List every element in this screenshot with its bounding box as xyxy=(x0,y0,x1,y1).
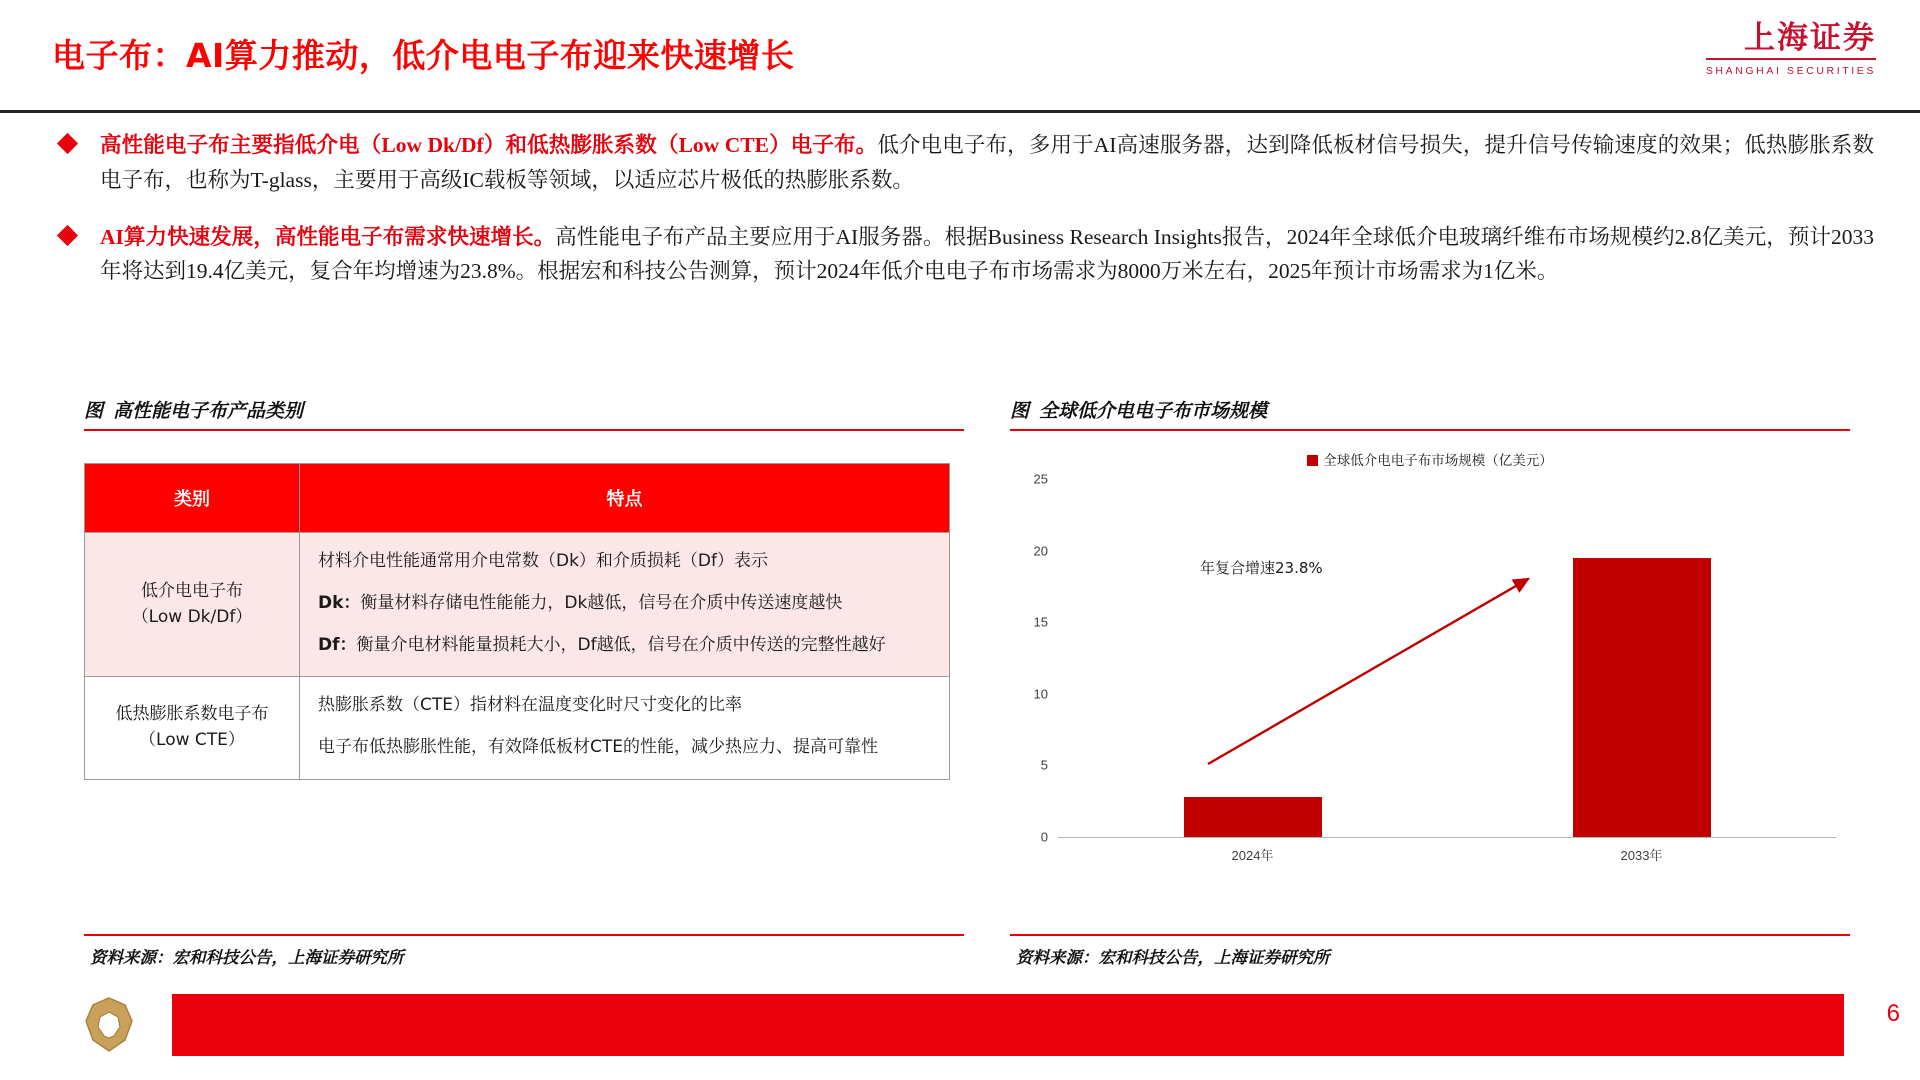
chart-bar xyxy=(1184,797,1322,837)
feature-label: Dk： xyxy=(318,592,361,613)
y-axis-tick: 15 xyxy=(1033,614,1048,630)
right-source-text: 资料来源：宏和科技公告，上海证券研究所 xyxy=(1016,948,1330,967)
feature-text: 衡量介电材料能量损耗大小，Df越低，信号在介质中传送的完整性越好 xyxy=(356,634,886,655)
y-axis-tick: 10 xyxy=(1033,686,1048,702)
feature-text: 材料介电性能通常用介电常数（Dk）和介质损耗（Df）表示 xyxy=(318,551,769,571)
brand-name-en: SHANGHAI SECURITIES xyxy=(1705,64,1876,77)
bullet-text xyxy=(100,220,1874,290)
x-axis-tick: 2024年 xyxy=(1231,848,1274,863)
bullet-item xyxy=(54,220,1874,290)
exhibit-tag: 图 xyxy=(1010,401,1030,422)
bullet-list xyxy=(54,128,1874,311)
cagr-arrow-icon xyxy=(1058,479,1836,837)
table-cell-category xyxy=(85,533,300,677)
exhibit-underline xyxy=(84,429,964,431)
y-axis-tick: 5 xyxy=(1040,757,1048,773)
category-line-2: （Low Dk/Df） xyxy=(131,606,253,627)
feature-line xyxy=(318,693,931,719)
table-header-row xyxy=(85,464,950,533)
company-emblem-icon xyxy=(78,996,140,1054)
category-line-2: （Low CTE） xyxy=(139,730,245,751)
left-exhibit-panel xyxy=(84,396,964,780)
brand-name-cn: 上海证券 xyxy=(1744,20,1876,56)
brand-divider xyxy=(1706,58,1876,60)
table-header-category: 类别 xyxy=(85,464,300,533)
cagr-annotation: 年复合增速23.8% xyxy=(1200,559,1323,577)
exhibit-underline xyxy=(1010,429,1850,431)
feature-text: 衡量材料存储电性能能力，Dk越低，信号在介质中传送速度越快 xyxy=(360,592,843,613)
market-size-bar-chart xyxy=(1010,449,1850,869)
table-cell-features xyxy=(300,677,950,780)
left-source-text: 资料来源：宏和科技公告，上海证券研究所 xyxy=(90,948,404,967)
plot-area xyxy=(1058,479,1836,863)
exhibit-title: 全球低介电电子布市场规模 xyxy=(1039,401,1268,422)
feature-label: Df： xyxy=(318,634,357,655)
page-number: 6 xyxy=(1886,1000,1900,1027)
y-axis-tick: 20 xyxy=(1033,543,1048,559)
right-source-divider xyxy=(1010,934,1850,936)
feature-text: 电子布低热膨胀性能，有效降低板材CTE的性能，减少热应力、提高可靠性 xyxy=(318,737,878,758)
bullet-body: 高性能电子布产品主要应用于AI服务器。根据Business Research Insights报告，2024年全球低介电玻璃纤维布市场规模约2.8亿美元，预计2033年将达到19.4亿美元，复合年均增速为23.8%。根据宏和科技公告测算，预计2024年低介电电子布市场需求为8000万米左右，2025年预计市场需求为1亿米。 xyxy=(100,224,1874,284)
table-cell-category xyxy=(85,677,300,780)
bullet-text xyxy=(100,128,1874,198)
product-category-table xyxy=(84,463,950,780)
bullet-body: 低介电电子布，多用于AI高速服务器，达到降低板材信号损失，提升信号传输速度的效果；低热膨胀系数电子布，也称为T-glass，主要用于高级IC载板等领域，以适应芯片极低的热膨胀系数。 xyxy=(100,133,1874,192)
page-title: 电子布：AI算力推动，低介电电子布迎来快速增长 xyxy=(52,36,795,75)
diamond-bullet-icon xyxy=(57,225,78,246)
chart-legend xyxy=(1010,449,1850,469)
y-axis-tick: 25 xyxy=(1033,471,1048,487)
left-exhibit-header xyxy=(84,396,964,429)
bullet-highlight: 高性能电子布主要指低介电（Low Dk/Df）和低热膨胀系数（Low CTE）电子布。 xyxy=(100,133,878,157)
legend-label: 全球低介电电子布市场规模（亿美元） xyxy=(1323,453,1553,468)
left-source-divider xyxy=(84,934,964,936)
feature-line xyxy=(318,633,931,659)
slide-header xyxy=(0,0,1920,112)
table-header-features: 特点 xyxy=(300,464,950,533)
table-cell-features xyxy=(300,533,950,677)
feature-line xyxy=(318,591,931,617)
diamond-bullet-icon xyxy=(57,133,78,154)
x-axis-tick: 2033年 xyxy=(1620,848,1663,863)
category-line-1: 低介电电子布 xyxy=(141,580,243,601)
exhibit-tag: 图 xyxy=(84,401,104,422)
bullet-highlight: AI算力快速发展，高性能电子布需求快速增长。 xyxy=(100,224,556,249)
table-row xyxy=(85,533,950,677)
feature-line xyxy=(318,549,931,575)
footer-bar xyxy=(172,994,1844,1056)
right-exhibit-panel xyxy=(1010,396,1850,869)
chart-plot xyxy=(1010,471,1850,869)
feature-line xyxy=(318,735,931,761)
table-row xyxy=(85,677,950,780)
feature-text: 热膨胀系数（CTE）指材料在温度变化时尺寸变化的比率 xyxy=(318,695,742,716)
exhibit-title: 高性能电子布产品类别 xyxy=(113,401,304,422)
brand-logo xyxy=(1706,22,1876,77)
chart-bar xyxy=(1573,558,1711,837)
category-line-1: 低热膨胀系数电子布 xyxy=(115,704,269,725)
y-axis xyxy=(1010,471,1054,845)
legend-swatch-icon xyxy=(1307,455,1318,466)
y-axis-tick: 0 xyxy=(1040,829,1048,845)
bullet-item xyxy=(54,128,1874,198)
right-exhibit-header xyxy=(1010,396,1850,429)
header-divider xyxy=(0,110,1920,113)
